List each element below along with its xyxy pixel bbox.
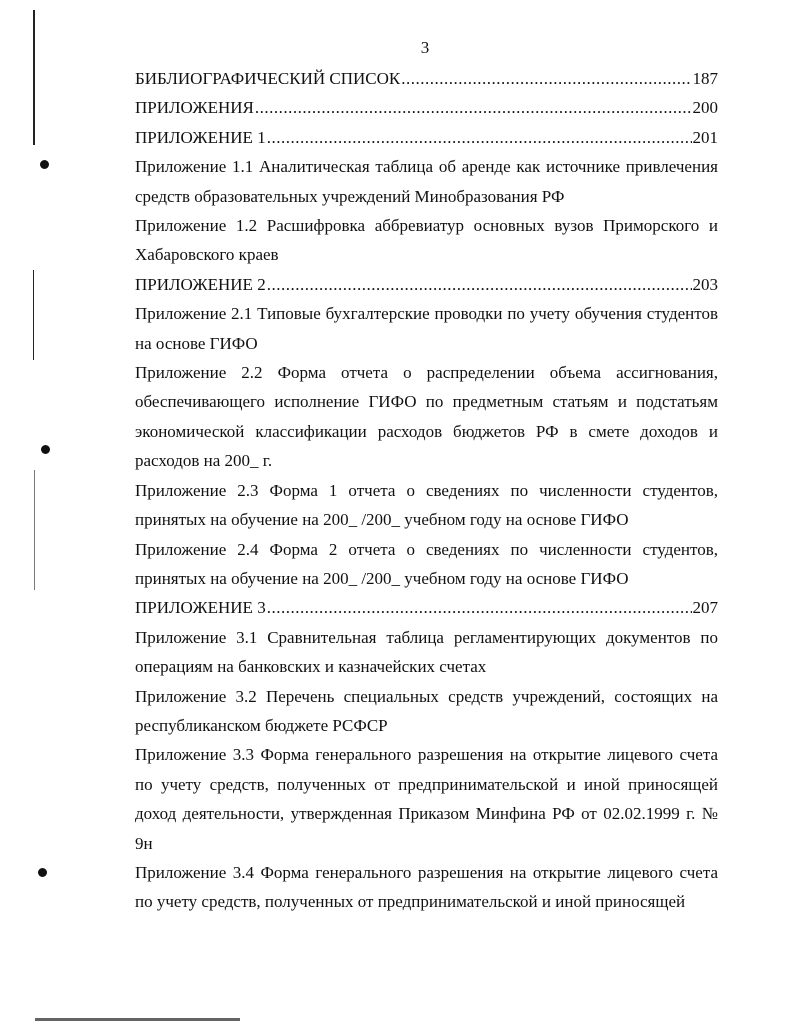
- binding-hole-dot: [40, 160, 49, 169]
- binding-hole-dot: [41, 445, 50, 454]
- toc-section-title: ПРИЛОЖЕНИЕ 2: [135, 274, 266, 294]
- toc-section: [135, 270, 718, 299]
- toc-entry: Приложение 3.3 Форма генерального разрешения на открытие лицевого счета по учету средств, полученных от предпринимательской и иной приносящей доход деятельности, утвержденная Приказом Минфина РФ от 02.02.1999 г. № 9н: [135, 745, 718, 853]
- toc-entry: Приложение 1.2 Расшифровка аббревиатур основных вузов Приморского и Хабаровского краев: [135, 216, 718, 265]
- toc-entry: Приложение 1.1 Аналитическая таблица об аренде как источнике привлечения средств образовательных учреждений Минобразования РФ: [135, 157, 718, 206]
- toc-entry: Приложение 3.1 Сравнительная таблица регламентирующих документов по операциям на банковских и казначейских счетах: [135, 627, 718, 677]
- scan-edge-line-top: [33, 10, 35, 145]
- toc-entry: Приложение 2.3 Форма 1 отчета о сведениях по численности студентов, принятых на обучение на 200_ /200_ учебном году на основе ГИФО: [135, 480, 718, 530]
- toc-section-title: ПРИЛОЖЕНИЕ 1: [135, 127, 266, 147]
- toc-section-title: ПРИЛОЖЕНИЕ 3: [135, 598, 266, 618]
- toc-page-number: 201: [692, 127, 718, 147]
- toc-page-number: 187: [692, 69, 718, 88]
- toc-entry: Приложение 2.1 Типовые бухгалтерские проводки по учету обучения студентов на основе ГИФО: [135, 304, 718, 353]
- toc-page-number: 207: [692, 598, 718, 618]
- toc-entry: Приложение 2.2 Форма отчета о распределении объема ассигнования, обеспечивающего исполнение ГИФО по предметным статьям и подстатьям экономической классификации расходов бюджетов РФ в смете доходов и расходов на 200_ г.: [135, 363, 718, 471]
- toc-entry: Приложение 3.2 Перечень специальных средств учреждений, состоящих на республиканском бюджете РСФСР: [135, 686, 718, 735]
- toc-section: [135, 123, 718, 152]
- toc-leader-dots: [255, 93, 692, 122]
- toc-leader-dots: [401, 64, 691, 93]
- table-of-contents: [135, 64, 718, 917]
- toc-leader-dots: [267, 593, 692, 622]
- toc-leader-dots: [267, 123, 692, 152]
- toc-section: [135, 64, 718, 93]
- toc-section: [135, 93, 718, 122]
- toc-entry: Приложение 2.4 Форма 2 отчета о сведениях по численности студентов, принятых на обучение на 200_ /200_ учебном году на основе ГИФО: [135, 539, 718, 588]
- toc-leader-dots: [267, 270, 692, 299]
- toc-page-number: 203: [692, 274, 718, 294]
- toc-section-title: ПРИЛОЖЕНИЯ: [135, 98, 254, 118]
- toc-section-title: БИБЛИОГРАФИЧЕСКИЙ СПИСОК: [135, 69, 401, 88]
- scan-edge-line-mid: [33, 270, 34, 360]
- scan-edge-line-lower: [34, 470, 35, 590]
- page-number: 3: [420, 38, 430, 57]
- toc-section: [135, 593, 718, 622]
- toc-entry: Приложение 3.4 Форма генерального разрешения на открытие лицевого счета по учету средств, полученных от предпринимательской и иной приносящей: [135, 862, 718, 912]
- scan-bottom-edge: [35, 1018, 240, 1021]
- binding-hole-dot: [38, 868, 47, 877]
- toc-page-number: 200: [692, 98, 718, 118]
